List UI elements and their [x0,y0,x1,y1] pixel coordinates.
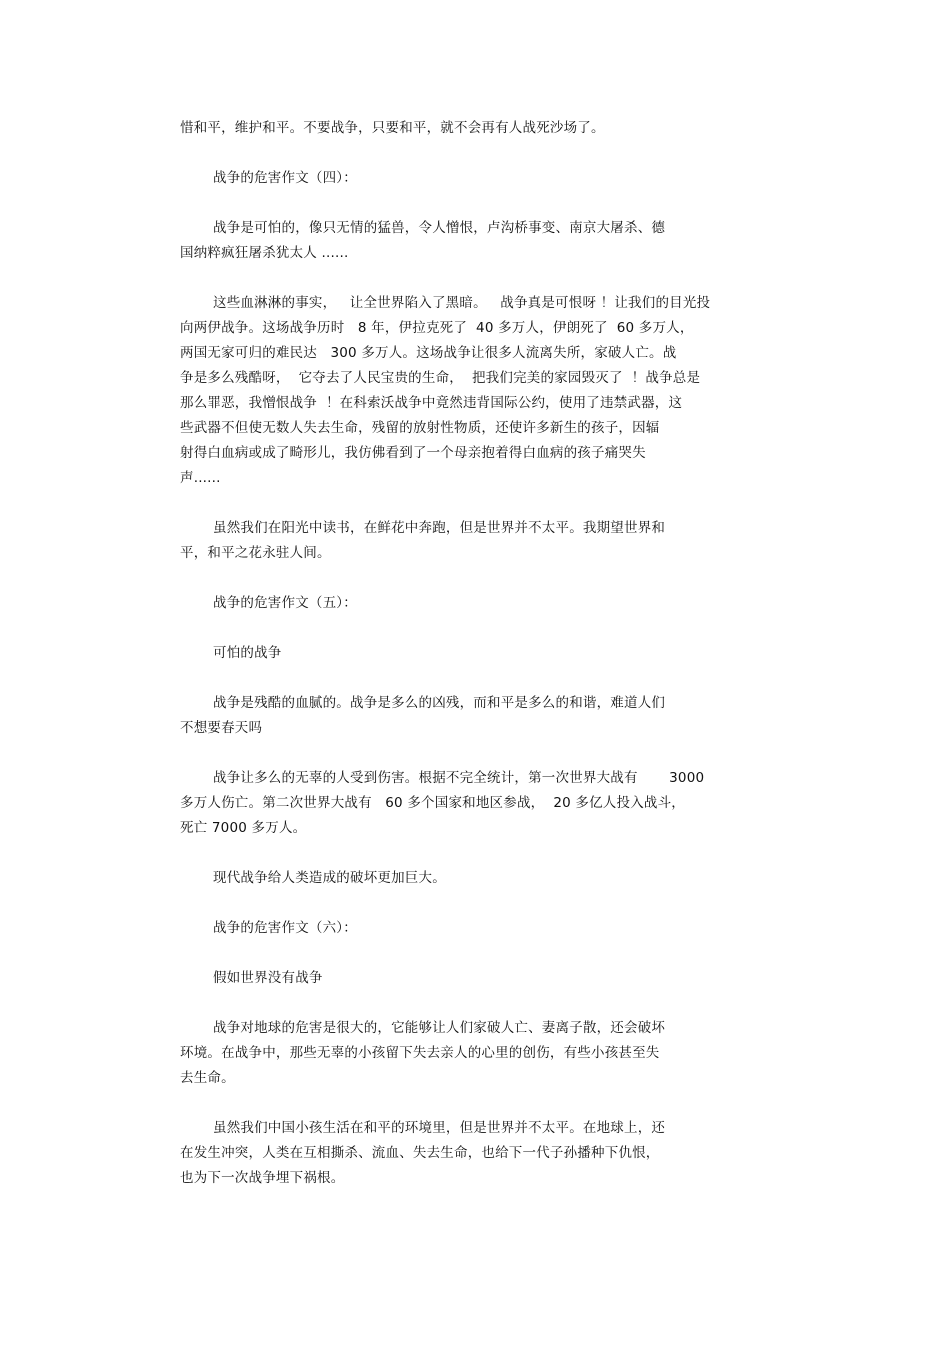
text-line: 惜和平，维护和平。不要战争，只要和平，就不会再有人战死沙场了。 [180,120,605,136]
text-line: 去生命。 [180,1070,235,1086]
text-line: 国纳粹疯狂屠杀犹太人 ...... [180,245,349,261]
section-heading: 战争的危害作文（六）： [213,920,357,936]
section-heading: 战争的危害作文（五）： [213,595,357,611]
subtitle: 可怕的战争 [213,645,282,661]
text-line: 多万人伤亡。第二次世界大战有 60 多个国家和地区参战， 20 多亿人投入战斗， [180,795,685,811]
text-line: 战争是可怕的，像只无情的猛兽，令人憎恨，卢沟桥事变、南京大屠杀、德 [213,220,666,236]
text-line: 那么罪恶，我憎恨战争 ！在科索沃战争中竟然违背国际公约，使用了违禁武器，这 [180,395,683,411]
text-line: 平，和平之花永驻人间。 [180,545,331,561]
text-line: 两国无家可归的难民达 300 多万人。这场战争让很多人流离失所，家破人亡。战 [180,345,677,361]
text-line: 在发生冲突，人类在互相撕杀、流血、失去生命，也给下一代子孙播种下仇恨， [180,1145,660,1161]
section-heading: 战争的危害作文（四）： [213,170,357,186]
subtitle: 假如世界没有战争 [213,970,323,986]
text-line: 战争是残酷的血腻的。战争是多么的凶残，而和平是多么的和谐，难道人们 [213,695,666,711]
text-line: 虽然我们中国小孩生活在和平的环境里，但是世界并不太平。在地球上，还 [213,1120,666,1136]
text-line: 战争对地球的危害是很大的，它能够让人们家破人亡、妻离子散，还会破坏 [213,1020,666,1036]
text-line: 声...... [180,470,221,486]
text-line: 射得白血病或成了畸形儿，我仿佛看到了一个母亲抱着得白血病的孩子痛哭失 [180,445,646,461]
text-line: 虽然我们在阳光中读书，在鲜花中奔跑，但是世界并不太平。我期望世界和 [213,520,666,536]
text-line: 现代战争给人类造成的破坏更加巨大。 [213,870,446,886]
text-line: 些武器不但使无数人失去生命，残留的放射性物质，还使许多新生的孩子，因辐 [180,420,660,436]
text-line: 这些血淋淋的事实， 让全世界陷入了黑暗。 战争真是可恨呀 ！让我们的目光投 [213,295,711,311]
text-line: 死亡 7000 多万人。 [180,820,307,836]
text-line: 也为下一次战争埋下祸根。 [180,1170,345,1186]
text-line: 不想要春天吗 [180,720,263,736]
text-line: 争是多么残酷呀， 它夺去了人民宝贵的生命， 把我们完美的家园毁灭了 ！战争总是 [180,370,701,386]
text-line: 战争让多么的无辜的人受到伤害。根据不完全统计，第一次世界大战有 3000 [213,770,705,786]
text-line: 向两伊战争。这场战争历时 8 年，伊拉克死了 40 多万人，伊朗死了 60 多万人， [180,320,694,336]
text-line: 环境。在战争中，那些无辜的小孩留下失去亲人的心里的创伤，有些小孩甚至失 [180,1045,660,1061]
